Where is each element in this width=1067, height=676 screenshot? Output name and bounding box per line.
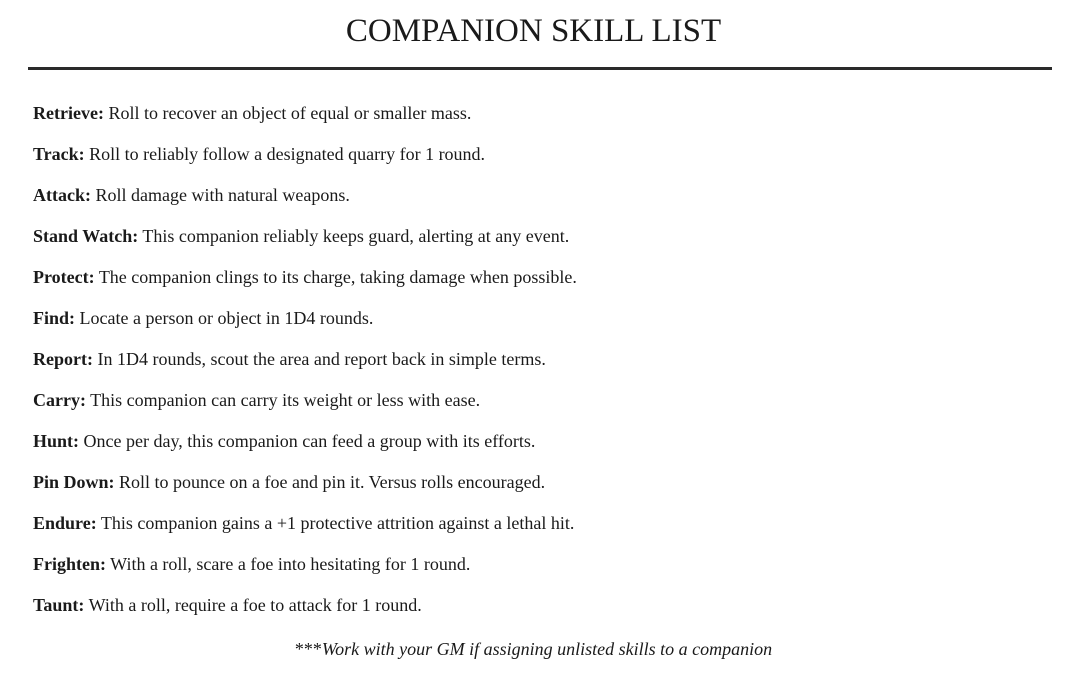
skill-name: Hunt: xyxy=(33,431,80,451)
skill-name: Endure: xyxy=(33,513,97,533)
skill-name: Frighten: xyxy=(33,554,106,574)
skill-description: Roll to recover an object of equal or smaller mass. xyxy=(108,103,472,123)
skill-item-stand-watch xyxy=(33,216,1063,257)
skill-description: This companion gains a +1 protective attrition against a lethal hit. xyxy=(100,513,575,533)
skill-item-find xyxy=(33,298,1063,339)
skill-description: With a roll, require a foe to attack for 1 round. xyxy=(88,595,422,615)
skill-item-carry xyxy=(33,380,1063,421)
skill-name: Taunt: xyxy=(33,595,85,615)
footnote-asterisks: *** xyxy=(294,639,322,659)
skill-description: Locate a person or object in 1D4 rounds. xyxy=(79,308,374,328)
skill-name: Carry: xyxy=(33,390,86,410)
skill-name: Protect: xyxy=(33,267,95,287)
skill-name: Retrieve: xyxy=(33,103,104,123)
skill-description: In 1D4 rounds, scout the area and report back in simple terms. xyxy=(97,349,546,369)
footnote xyxy=(0,629,1067,670)
title-divider xyxy=(28,67,1052,70)
skill-name: Track: xyxy=(33,144,85,164)
skill-description: Roll to pounce on a foe and pin it. Versus rolls encouraged. xyxy=(119,472,546,492)
skill-description: Roll damage with natural weapons. xyxy=(95,185,350,205)
skill-name: Find: xyxy=(33,308,76,328)
skill-name: Report: xyxy=(33,349,93,369)
skill-item-attack xyxy=(33,175,1063,216)
skill-name: Attack: xyxy=(33,185,91,205)
skill-item-protect xyxy=(33,257,1063,298)
skill-item-taunt xyxy=(33,585,1063,626)
skill-list xyxy=(33,93,1063,626)
skill-item-report xyxy=(33,339,1063,380)
skill-description: Roll to reliably follow a designated quarry for 1 round. xyxy=(89,144,486,164)
skill-name: Stand Watch: xyxy=(33,226,139,246)
skill-description: This companion reliably keeps guard, alerting at any event. xyxy=(142,226,570,246)
skill-item-frighten xyxy=(33,544,1063,585)
skill-item-retrieve xyxy=(33,93,1063,134)
footnote-text: Work with your GM if assigning unlisted skills to a companion xyxy=(321,639,773,659)
page-title: COMPANION SKILL LIST xyxy=(345,13,722,49)
skill-description: Once per day, this companion can feed a group with its efforts. xyxy=(83,431,536,451)
skill-description: This companion can carry its weight or less with ease. xyxy=(90,390,481,410)
skill-item-endure xyxy=(33,503,1063,544)
skill-description: The companion clings to its charge, taking damage when possible. xyxy=(98,267,577,287)
skill-name: Pin Down: xyxy=(33,472,115,492)
skill-item-hunt xyxy=(33,421,1063,462)
skill-item-pin-down xyxy=(33,462,1063,503)
skill-item-track xyxy=(33,134,1063,175)
skill-description: With a roll, scare a foe into hesitating for 1 round. xyxy=(110,554,471,574)
